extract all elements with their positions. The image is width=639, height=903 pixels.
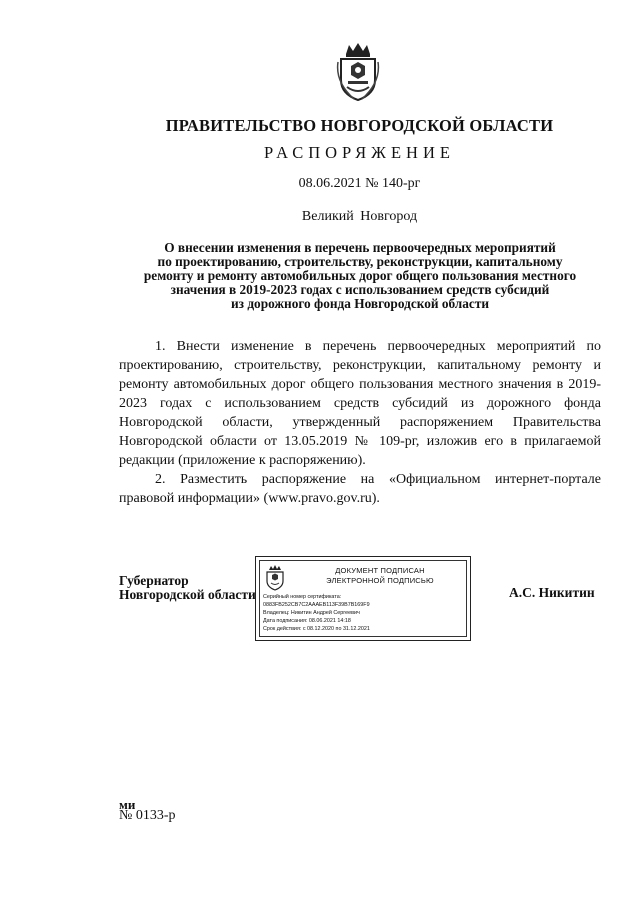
body-paragraph: 1. Внести изменение в перечень первоочередных мероприятий по проектированию, строительству, реконструкции, капитальному ремонту и ремонту автомобильных дорог общего пользования местного значения в 2019-2023 годах с использованием средств субсидий из дорожного фонда Новгородской области, утвержденный распоряжением Правительства Новгородской области от 13.05.2019 № 109-рг, изложив его в прилагаемой редакции (приложение к распоряжению). [119, 339, 601, 468]
document-body [119, 337, 601, 508]
signer-position [119, 574, 256, 602]
stamp-serial-value: 0883FB252CB7C2AAAEB113F39B7B169F9 [263, 602, 370, 608]
stamp-serial-label: Серийный номер сертификата: [263, 594, 342, 600]
stamp-heading [292, 566, 468, 586]
stamp-coat-of-arms-icon [264, 565, 286, 591]
signer-position-line: Губернатор [119, 573, 189, 588]
stamp-inner-frame [259, 560, 467, 637]
document-place: Великий Новгород [301, 209, 418, 224]
subject-line: по проектированию, строительству, реконструкции, капитальному [157, 254, 563, 269]
subject-line: значения в 2019-2023 годах с использованием средств субсидий [170, 282, 550, 297]
signer-position-line: Новгородской области [119, 587, 256, 602]
stamp-heading-line: ДОКУМЕНТ ПОДПИСАН [335, 566, 425, 575]
subject-line: из дорожного фонда Новгородской области [230, 296, 490, 311]
government-title: ПРАВИТЕЛЬСТВО НОВГОРОДСКОЙ ОБЛАСТИ [165, 116, 554, 135]
subject-line: О внесении изменения в перечень первоочередных мероприятий [164, 240, 556, 255]
stamp-signed-date: Дата подписания: 08.06.2021 14:18 [263, 618, 351, 624]
stamp-details [263, 593, 467, 633]
signer-name: А.С. Никитин [509, 585, 595, 600]
coat-of-arms-icon [336, 42, 380, 102]
document-date-number: 08.06.2021 № 140-рг [298, 176, 421, 191]
body-paragraph: 2. Разместить распоряжение на «Официальном интернет-портале правовой информации» (www.pravo.gov.ru). [119, 472, 601, 506]
document-subject [110, 241, 610, 311]
document-type: РАСПОРЯЖЕНИЕ [264, 143, 455, 162]
stamp-validity: Срок действия: с 08.12.2020 по 31.12.2021 [263, 626, 370, 632]
subject-line: ремонту и ремонту автомобильных дорог общего пользования местного [143, 268, 577, 283]
registration-initials: ми [119, 797, 136, 812]
electronic-signature-stamp [255, 556, 471, 641]
stamp-heading-line: ЭЛЕКТРОННОЙ ПОДПИСЬЮ [326, 576, 434, 585]
stamp-owner: Владелец: Никитин Андрей Сергеевич [263, 610, 360, 616]
registration-number: № 0133-р [119, 808, 176, 823]
